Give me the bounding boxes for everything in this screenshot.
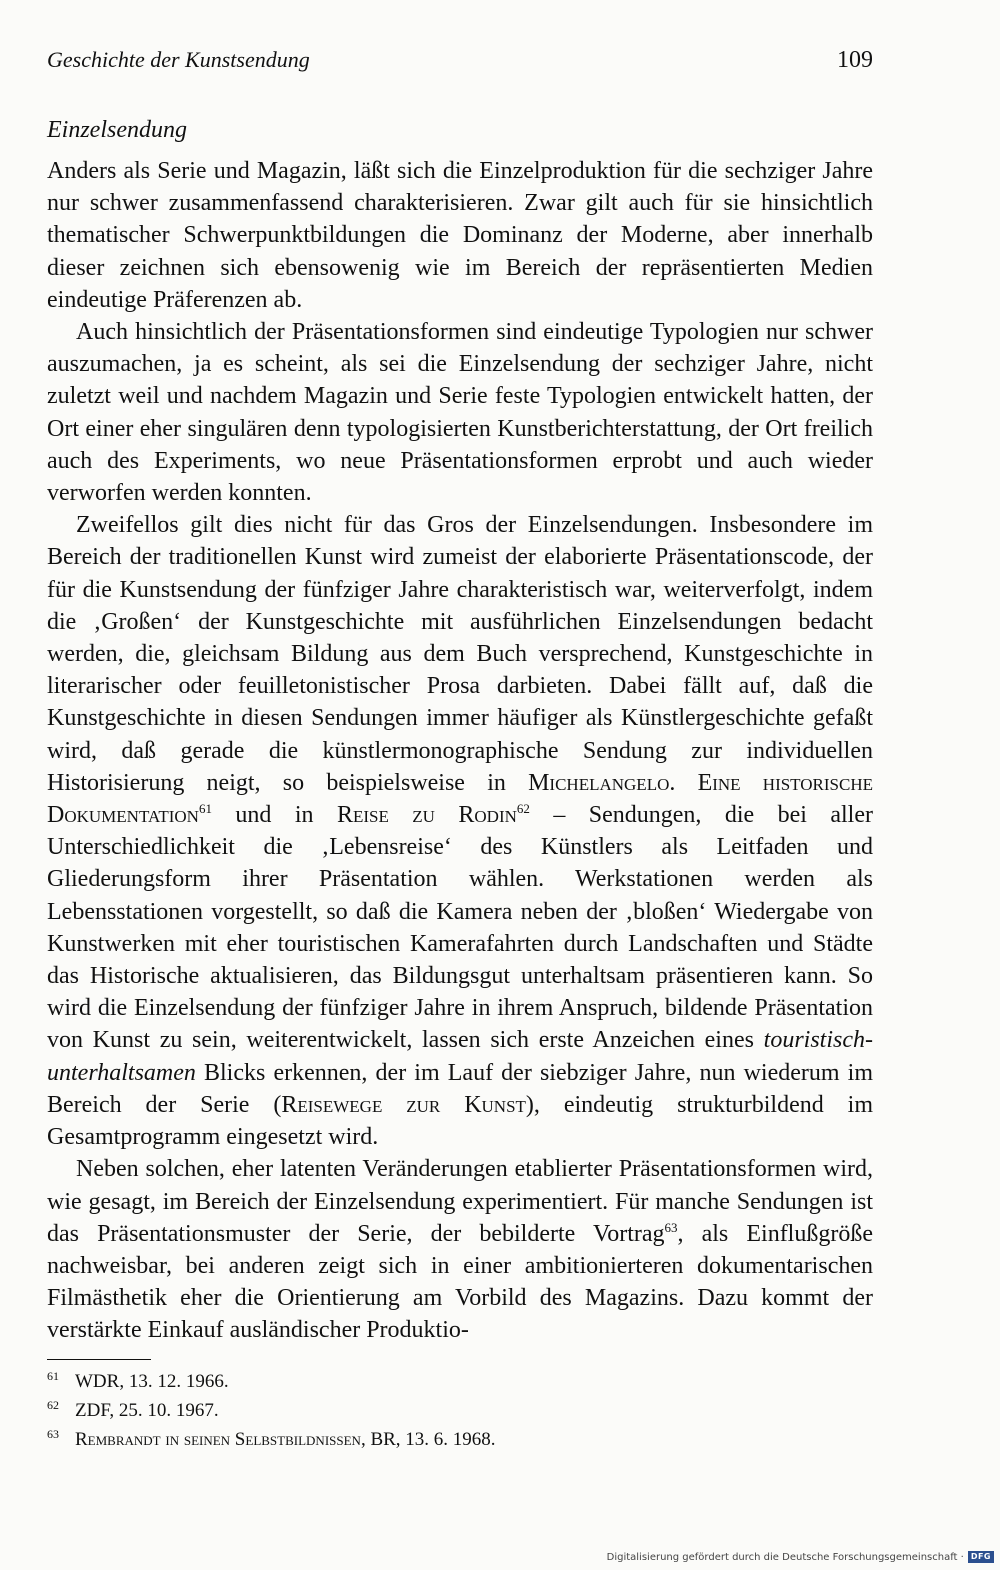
paragraph-3-text: ), eindeutig strukturbildend im Gesamtprogramm eingesetzt wird. [47, 1091, 873, 1151]
running-head [47, 42, 873, 78]
paragraph-4 [47, 1153, 873, 1346]
paragraph-4-text: Neben solchen, eher latenten Veränderungen etablierter Präsentationsformen wird, wie gesagt, im Bereich der Einzelsendung experimentiert. Für manche Sendungen ist das Präsentationsmuster der Serie, der bebilderte Vortrag [47, 1156, 873, 1247]
footnote-body: ZDF, 25. 10. 1967. [75, 1400, 219, 1421]
page-number: 109 [837, 47, 873, 73]
digitization-credit [607, 1549, 994, 1565]
footnotes [47, 1368, 873, 1455]
program-title-reise-zu-rodin: Reise zu Rodin [336, 802, 517, 829]
running-title: Geschichte der Kunstsendung [47, 47, 310, 72]
footnote-text [75, 1397, 219, 1425]
paragraph-3-text: – Sendungen, die bei aller Unterschiedlichkeit die ‚Lebensreise‘ des Künstlers als Leitfaden und Gliederungsform ihrer Präsentation wählen. Werkstationen werden als Lebensstationen vorgestellt, so daß die Kamera neben der ‚bloßen‘ Wiedergabe von Kunstwerken mit eher touristischen Kamerafahrten durch Landschaften und Städte das Historische aktualisieren, das Bildungsgut unterhaltsam präsentieren kann. So wird die Einzelsendung der fünfziger Jahre in ihrem Anspruch, bildende Präsentation von Kunst zu sein, weiterentwickelt, lassen sich erste Anzeichen eines [47, 802, 873, 1054]
program-title-michelangelo: Michelangelo. Eine historische Dokumentation [47, 769, 873, 829]
footnote-title: Rembrandt in seinen Selbstbildnissen [75, 1429, 361, 1450]
program-title-reisewege: Reisewege zur Kunst [281, 1091, 526, 1118]
footnote-text [75, 1426, 496, 1454]
section-heading: Einzelsendung [47, 117, 187, 143]
paragraph-3-text: Blicks erkennen, der im Lauf der siebziger Jahre, nun wiederum im Bereich der Serie ( [47, 1059, 873, 1118]
dfg-logo-icon: DFG [968, 1551, 994, 1563]
footnote-body: , BR, 13. 6. 1968. [360, 1429, 496, 1450]
footnote-body: WDR, 13. 12. 1966. [75, 1371, 229, 1392]
footnote-61 [47, 1368, 873, 1397]
paragraph-4-text: , als Einflußgröße nachweisbar, bei anderen zeigt sich in einer ambitionierteren dokumentarischen Filmästhetik eher die Orientierung am Vorbild des Magazins. Dazu kommt der verstärkte Einkauf ausländischer Produktio- [47, 1220, 873, 1344]
footnote-62 [47, 1397, 873, 1426]
footnote-divider [47, 1359, 151, 1360]
emphasis-text: touristisch-unterhaltsamen [47, 1027, 873, 1086]
footnote-ref-62: 62 [516, 801, 530, 817]
footnote-ref-61: 61 [198, 801, 212, 817]
credit-text: Digitalisierung gefördert durch die Deutsche Forschungsgemeinschaft · [606, 1551, 964, 1563]
footnote-number: 62 [47, 1398, 59, 1412]
body-text [47, 155, 873, 1347]
paragraph-3-text: Zweifellos gilt dies nicht für das Gros der Einzelsendungen. Insbesondere im Bereich der traditionellen Kunst wird zumeist der elaborierte Präsentationscode, der für die Kunstsendung der fünfziger Jahre charakteristisch war, weiterverfolgt, indem die ‚Großen‘ der Kunstgeschichte mit ausführlichen Einzelsendungen bedacht werden, die, gleichsam Bildung aus dem Buch versprechend, Kunstgeschichte in literarischer oder feuilletonistischer Prosa darbieten. Dabei fällt auf, daß die Kunstgeschichte in diesen Sendungen immer häufiger als Künstlergeschichte gefaßt wird, daß gerade die künstlermonographische Sendung zur individuellen Historisierung neigt, so beispielsweise in [47, 512, 873, 796]
footnote-number: 63 [47, 1427, 59, 1441]
footnote-text [75, 1368, 229, 1396]
paragraph-3 [47, 509, 873, 1153]
paragraph-1: Anders als Serie und Magazin, läßt sich die Einzelproduktion für die sechziger Jahre nur schwer zusammenfassend charakterisieren. Zwar gilt auch für sie hinsichtlich thematischer Schwerpunktbildungen die Dominanz der Moderne, aber innerhalb dieser zeichnen sich ebensowenig wie im Bereich der repräsentierten Medien eindeutige Präferenzen ab. [47, 158, 873, 313]
footnote-ref-63: 63 [664, 1219, 678, 1235]
footnote-number: 61 [47, 1369, 59, 1383]
footnote-63 [47, 1426, 873, 1455]
paragraph-3-text: und in [211, 802, 337, 829]
paragraph-2: Auch hinsichtlich der Präsentationsformen sind eindeutige Typologien nur schwer auszumachen, ja es scheint, als sei die Einzelsendung der sechziger Jahre, nicht zuletzt weil und nachdem Magazin und Serie feste Typologien entwickelt hatten, der Ort einer eher singulären denn typologisierten Kunstberichterstattung, der Ort freilich auch des Experiments, wo neue Präsentationsformen erprobt und auch wieder verworfen werden konnten. [47, 319, 873, 507]
